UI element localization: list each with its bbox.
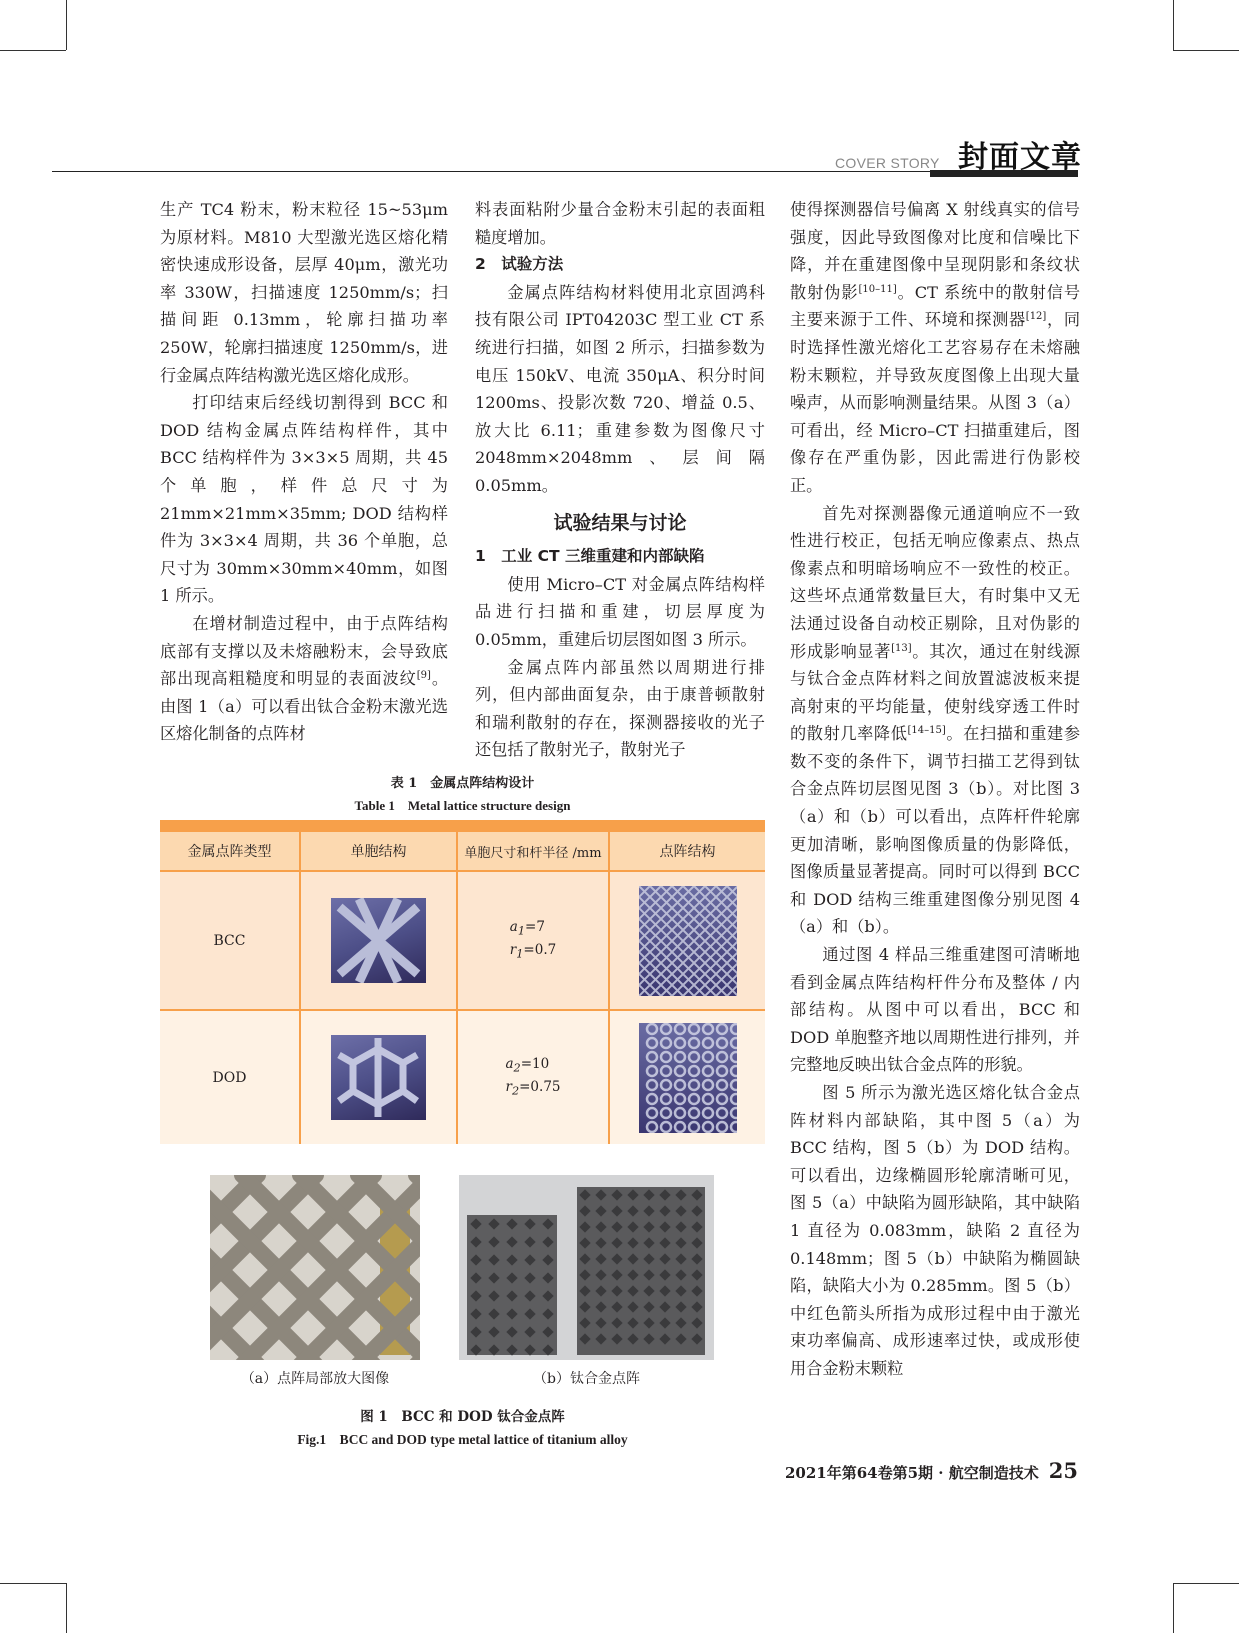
lattice-node bbox=[647, 1024, 657, 1034]
section-label-en: COVER STORY bbox=[835, 155, 940, 171]
lattice-node bbox=[661, 1066, 671, 1076]
bcc-unit-cell-graphic bbox=[331, 898, 426, 983]
value: =0.7 bbox=[523, 941, 557, 958]
lattice-node bbox=[717, 1024, 727, 1034]
paragraph: 通过图 4 样品三维重建图可清晰地看到金属点阵结构杆件分布及整体 / 内部结构。从图中可以看出，BCC 和 DOD 单胞整齐地以周期性进行排列，并完整地反映出钛合金点阵的形貌。 bbox=[790, 945, 1080, 1075]
parameters bbox=[505, 1055, 560, 1100]
lattice-node bbox=[717, 1038, 727, 1048]
section-title: 试验结果与讨论 bbox=[553, 511, 687, 534]
lattice-node bbox=[661, 1080, 671, 1090]
lattice-node bbox=[647, 1066, 657, 1076]
lattice-node bbox=[675, 1052, 685, 1062]
paragraph: 生产 TC4 粉末，粉末粒径 15~53μm 为原材料。M810 大型激光选区熔化精密快速成形设备，层厚 40μm，激光功率 330W，扫描速度 1250mm/s；扫描间距 0.13mm，轮廓扫描功率 250W，轮廓扫描速度 1250mm/s，进行金属点阵结构激光选区熔化成形。 bbox=[160, 200, 448, 385]
lattice-node bbox=[689, 1038, 699, 1048]
lattice-node bbox=[731, 1066, 737, 1076]
lattice-node bbox=[647, 1094, 657, 1104]
lattice-node bbox=[731, 1024, 737, 1034]
lattice-node bbox=[647, 1038, 657, 1048]
lattice-node bbox=[689, 1080, 699, 1090]
lattice-node bbox=[689, 1094, 699, 1104]
paragraph: 金属点阵结构材料使用北京固鸿科技有限公司 IPT04203C 型工业 CT 系统进行扫描，如图 2 所示，扫描参数为电压 150kV、电流 350μA、积分时间 1200ms、投影次数 720、增益 0.5、放大比 6.11；重建参数为图像尺寸 2048mm×2048mm、层间隔 0.05mm。 bbox=[475, 282, 765, 495]
rod-radius-param bbox=[510, 941, 556, 964]
lattice-node bbox=[689, 1108, 699, 1118]
table-header-cell: 点阵结构 bbox=[659, 844, 716, 860]
lattice-node bbox=[661, 1108, 671, 1118]
paragraph: 打印结束后经线切割得到 BCC 和 DOD 结构金属点阵结构样件，其中 BCC 结构样件为 3×3×5 周期，共 45 个单胞，样件总尺寸为 21mm×21mm×35mm; DOD 结构样件为 3×3×4 周期，共 36 个单胞，总尺寸为 30mm×30mm×40mm，如图 1 所示。 bbox=[160, 393, 448, 606]
paragraph-text: 。由图 1（a）可以看出钛合金粉末激光选区熔化制备的点阵材 bbox=[160, 669, 449, 744]
lattice-node bbox=[689, 1024, 699, 1034]
lattice-cell bbox=[610, 1011, 765, 1144]
paragraph: 料表面粘附少量合金粉末引起的表面粗糙度增加。 bbox=[475, 200, 765, 247]
lattice-node bbox=[717, 1066, 727, 1076]
lattice-design-table bbox=[160, 820, 765, 1144]
lattice-node bbox=[675, 1094, 685, 1104]
lattice-node bbox=[675, 1066, 685, 1076]
cell-size-param bbox=[505, 1055, 560, 1078]
crop-mark bbox=[0, 50, 66, 51]
lattice-node bbox=[731, 1122, 737, 1132]
text-column-1 bbox=[160, 196, 448, 748]
citation: [12] bbox=[1025, 311, 1047, 323]
figure-caption-en: Fig.1 BCC and DOD type metal lattice of titanium alloy bbox=[297, 1432, 628, 1447]
lattice-node bbox=[703, 1094, 713, 1104]
paragraph-text: 首先对探测器像元通道响应不一致性进行校正，包括无响应像素点、热点像素点和明暗场响应不一致性的校正。这些坏点通常数量巨大，有时集中又无法通过设备自动校正剔除，且对伪影的形成影响显著 bbox=[790, 503, 1080, 661]
unit-cell-cell bbox=[301, 872, 458, 1009]
subscript: 1 bbox=[517, 924, 526, 938]
journal-info: 2021年第64卷第5期 · 航空制造技术 bbox=[785, 1464, 1039, 1482]
parameters-cell bbox=[458, 872, 610, 1009]
value: =0.75 bbox=[519, 1078, 561, 1095]
paragraph: 使用 Micro–CT 对金属点阵结构样品进行扫描和重建，切层厚度为 0.05mm，重建后切层图如图 3 所示。 bbox=[475, 574, 765, 649]
text-column-2 bbox=[475, 196, 765, 764]
dod-unit-cell-graphic bbox=[331, 1035, 426, 1120]
lattice-node bbox=[717, 1080, 727, 1090]
paragraph bbox=[790, 500, 1080, 942]
lattice-node bbox=[647, 1080, 657, 1090]
paragraph-text: 在增材制造过程中，由于点阵结构底部有支撑以及未熔融粉末，会导致底部出现高粗糙度和明显的表面波纹 bbox=[160, 613, 448, 689]
lattice-node bbox=[675, 1122, 685, 1132]
lattice-node bbox=[717, 1094, 727, 1104]
lattice-node bbox=[675, 1024, 685, 1034]
titanium-lattice-graphic bbox=[459, 1175, 714, 1360]
paragraph-text: ，同时选择性激光熔化工艺容易存在未熔融粉末颗粒，并导致灰度图像上出现大量噪声，从而影响测量结果。从图 3（a）可看出，经 Micro–CT 扫描重建后，图像存在严重伪影，因此需进行伪影校正。 bbox=[790, 310, 1081, 495]
citation: [9] bbox=[416, 670, 431, 682]
parameters-cell bbox=[458, 1011, 610, 1144]
photo-lattice-closeup bbox=[210, 1175, 420, 1360]
lattice-node bbox=[703, 1024, 713, 1034]
closeup-lattice-graphic bbox=[210, 1175, 420, 1360]
header-rule bbox=[52, 171, 1078, 172]
lattice-node bbox=[703, 1038, 713, 1048]
crop-mark bbox=[1173, 50, 1239, 51]
figure-caption-cn: 图 1 BCC 和 DOD 钛合金点阵 bbox=[360, 1409, 565, 1425]
symbol: a bbox=[509, 918, 518, 935]
dod-lattice-graphic bbox=[639, 1023, 737, 1133]
table-row bbox=[160, 1011, 765, 1144]
cell-size-param bbox=[510, 918, 556, 941]
bcc-lattice-graphic bbox=[639, 886, 737, 996]
lattice-node bbox=[731, 1038, 737, 1048]
paragraph: 图 5 所示为激光选区熔化钛合金点阵材料内部缺陷，其中图 5（a）为 BCC 结构，图 5（b）为 DOD 结构。可以看出，边缘椭圆形轮廓清晰可见，图 5（a）中缺陷为圆形缺陷，其中缺陷 1 直径为 0.083mm，缺陷 2 直径为 0.148mm；图 5（b）中缺陷为椭圆缺陷，缺陷大小为 0.285mm。图 5（b）中红色箭头所指为成形过程中由于激光束功率偏高、成形速率过快，或成形使用合金粉末颗粒 bbox=[790, 1083, 1080, 1378]
lattice-node bbox=[647, 1052, 657, 1062]
citation: [13] bbox=[891, 642, 912, 654]
table-caption-cn: 表 1 金属点阵结构设计 bbox=[390, 776, 535, 791]
unit-cell-cell bbox=[301, 1011, 458, 1144]
lattice-node bbox=[703, 1066, 713, 1076]
citation: [10–11] bbox=[858, 283, 897, 295]
text-column-3 bbox=[790, 196, 1080, 1383]
symbol: r bbox=[505, 1078, 512, 1095]
figure-subcaption-a: （a）点阵局部放大图像 bbox=[240, 1371, 390, 1387]
dod-lattice-image bbox=[639, 1023, 737, 1133]
lattice-node bbox=[703, 1052, 713, 1062]
lattice-node bbox=[661, 1024, 671, 1034]
lattice-type: BCC bbox=[160, 872, 301, 1009]
lattice-node bbox=[703, 1080, 713, 1090]
paragraph bbox=[790, 196, 1080, 500]
crop-mark bbox=[1173, 0, 1174, 50]
photo-titanium-lattices bbox=[459, 1175, 714, 1360]
lattice-node bbox=[661, 1094, 671, 1104]
subscript: 2 bbox=[511, 1084, 520, 1098]
table-header-row bbox=[160, 832, 765, 872]
lattice-node bbox=[689, 1066, 699, 1076]
paragraph-text: 使得探测器信号偏离 X 射线真实的信号强度，因此导致图像对比度和信噪比下降，并在重建图像中呈现阴影和条纹状散射伪影 bbox=[790, 200, 1080, 302]
lattice-node bbox=[703, 1108, 713, 1118]
lattice-node bbox=[731, 1094, 737, 1104]
subscript: 2 bbox=[513, 1061, 521, 1075]
value: =7 bbox=[525, 918, 545, 935]
lattice-node bbox=[647, 1122, 657, 1132]
citation: [14–15] bbox=[907, 725, 946, 737]
bcc-unit-cell-image bbox=[331, 898, 426, 983]
bcc-lattice-image bbox=[639, 886, 737, 996]
crop-mark bbox=[66, 1583, 67, 1633]
table-header-cell: 单胞结构 bbox=[301, 832, 458, 870]
lattice-node bbox=[689, 1052, 699, 1062]
section-heading: 1 工业 CT 三维重建和内部缺陷 bbox=[475, 547, 705, 566]
symbol: r bbox=[509, 941, 517, 958]
subscript: 1 bbox=[516, 947, 524, 961]
lattice-cell bbox=[610, 872, 765, 1009]
rod-radius-param bbox=[505, 1078, 560, 1101]
symbol: a bbox=[505, 1055, 514, 1072]
lattice-node bbox=[717, 1122, 727, 1132]
lattice-type: DOD bbox=[160, 1011, 301, 1144]
lattice-node bbox=[675, 1038, 685, 1048]
crop-mark bbox=[66, 0, 67, 50]
crop-mark bbox=[1173, 1583, 1174, 1633]
page-footer bbox=[785, 1458, 1078, 1483]
table-caption-en: Table 1 Metal lattice structure design bbox=[354, 798, 571, 813]
paragraph-text: 。CT 系统中的散射信号主要来源于工件、环境和探测器 bbox=[790, 282, 1081, 330]
section-label-cn: 封面文章 bbox=[958, 140, 1082, 175]
lattice-node bbox=[647, 1108, 657, 1118]
value: =10 bbox=[520, 1055, 550, 1072]
lattice-node bbox=[689, 1122, 699, 1132]
lattice-node bbox=[661, 1038, 671, 1048]
lattice-node bbox=[731, 1108, 737, 1118]
lattice-node bbox=[661, 1122, 671, 1132]
table-header-cell: 单胞尺寸和杆半径 /mm bbox=[458, 832, 610, 870]
paragraph-text: 。在扫描和重建参数不变的条件下，调节扫描工艺得到钛合金点阵切层图见图 3（b）。对比图 3（a）和（b）可以看出，点阵杆件轮廓更加清晰，影响图像质量的伪影降低，图像质量显著提高。同时可以得到 BCC 和 DOD 结构三维重建图像分别见图 4（a）和（b）。 bbox=[790, 724, 1081, 937]
lattice-node bbox=[675, 1108, 685, 1118]
section-heading: 2 试验方法 bbox=[475, 255, 564, 274]
lattice-node bbox=[731, 1080, 737, 1090]
lattice-node bbox=[675, 1080, 685, 1090]
lattice-node bbox=[717, 1108, 727, 1118]
table-header-cell: 金属点阵类型 bbox=[160, 832, 301, 870]
lattice-node bbox=[703, 1122, 713, 1132]
paragraph bbox=[160, 610, 448, 748]
parameters bbox=[510, 918, 556, 963]
table-top-band bbox=[160, 820, 765, 832]
crop-mark bbox=[0, 1583, 66, 1584]
figure-subcaption-b: （b）钛合金点阵 bbox=[533, 1371, 640, 1387]
crop-mark bbox=[1173, 1583, 1239, 1584]
page-number: 25 bbox=[1048, 1458, 1078, 1483]
paragraph-text: 。其次，通过在射线源与钛合金点阵材料之间放置滤波板来提高射束的平均能量，使射线穿透工件时的散射几率降低 bbox=[790, 641, 1081, 744]
lattice-node bbox=[717, 1052, 727, 1062]
table-row bbox=[160, 872, 765, 1011]
lattice-node bbox=[731, 1052, 737, 1062]
dod-unit-cell-image bbox=[331, 1035, 426, 1120]
paragraph: 金属点阵内部虽然以周期进行排列，但内部曲面复杂，由于康普顿散射和瑞利散射的存在，探测器接收的光子还包括了散射光子，散射光子 bbox=[475, 657, 765, 760]
lattice-node bbox=[661, 1052, 671, 1062]
